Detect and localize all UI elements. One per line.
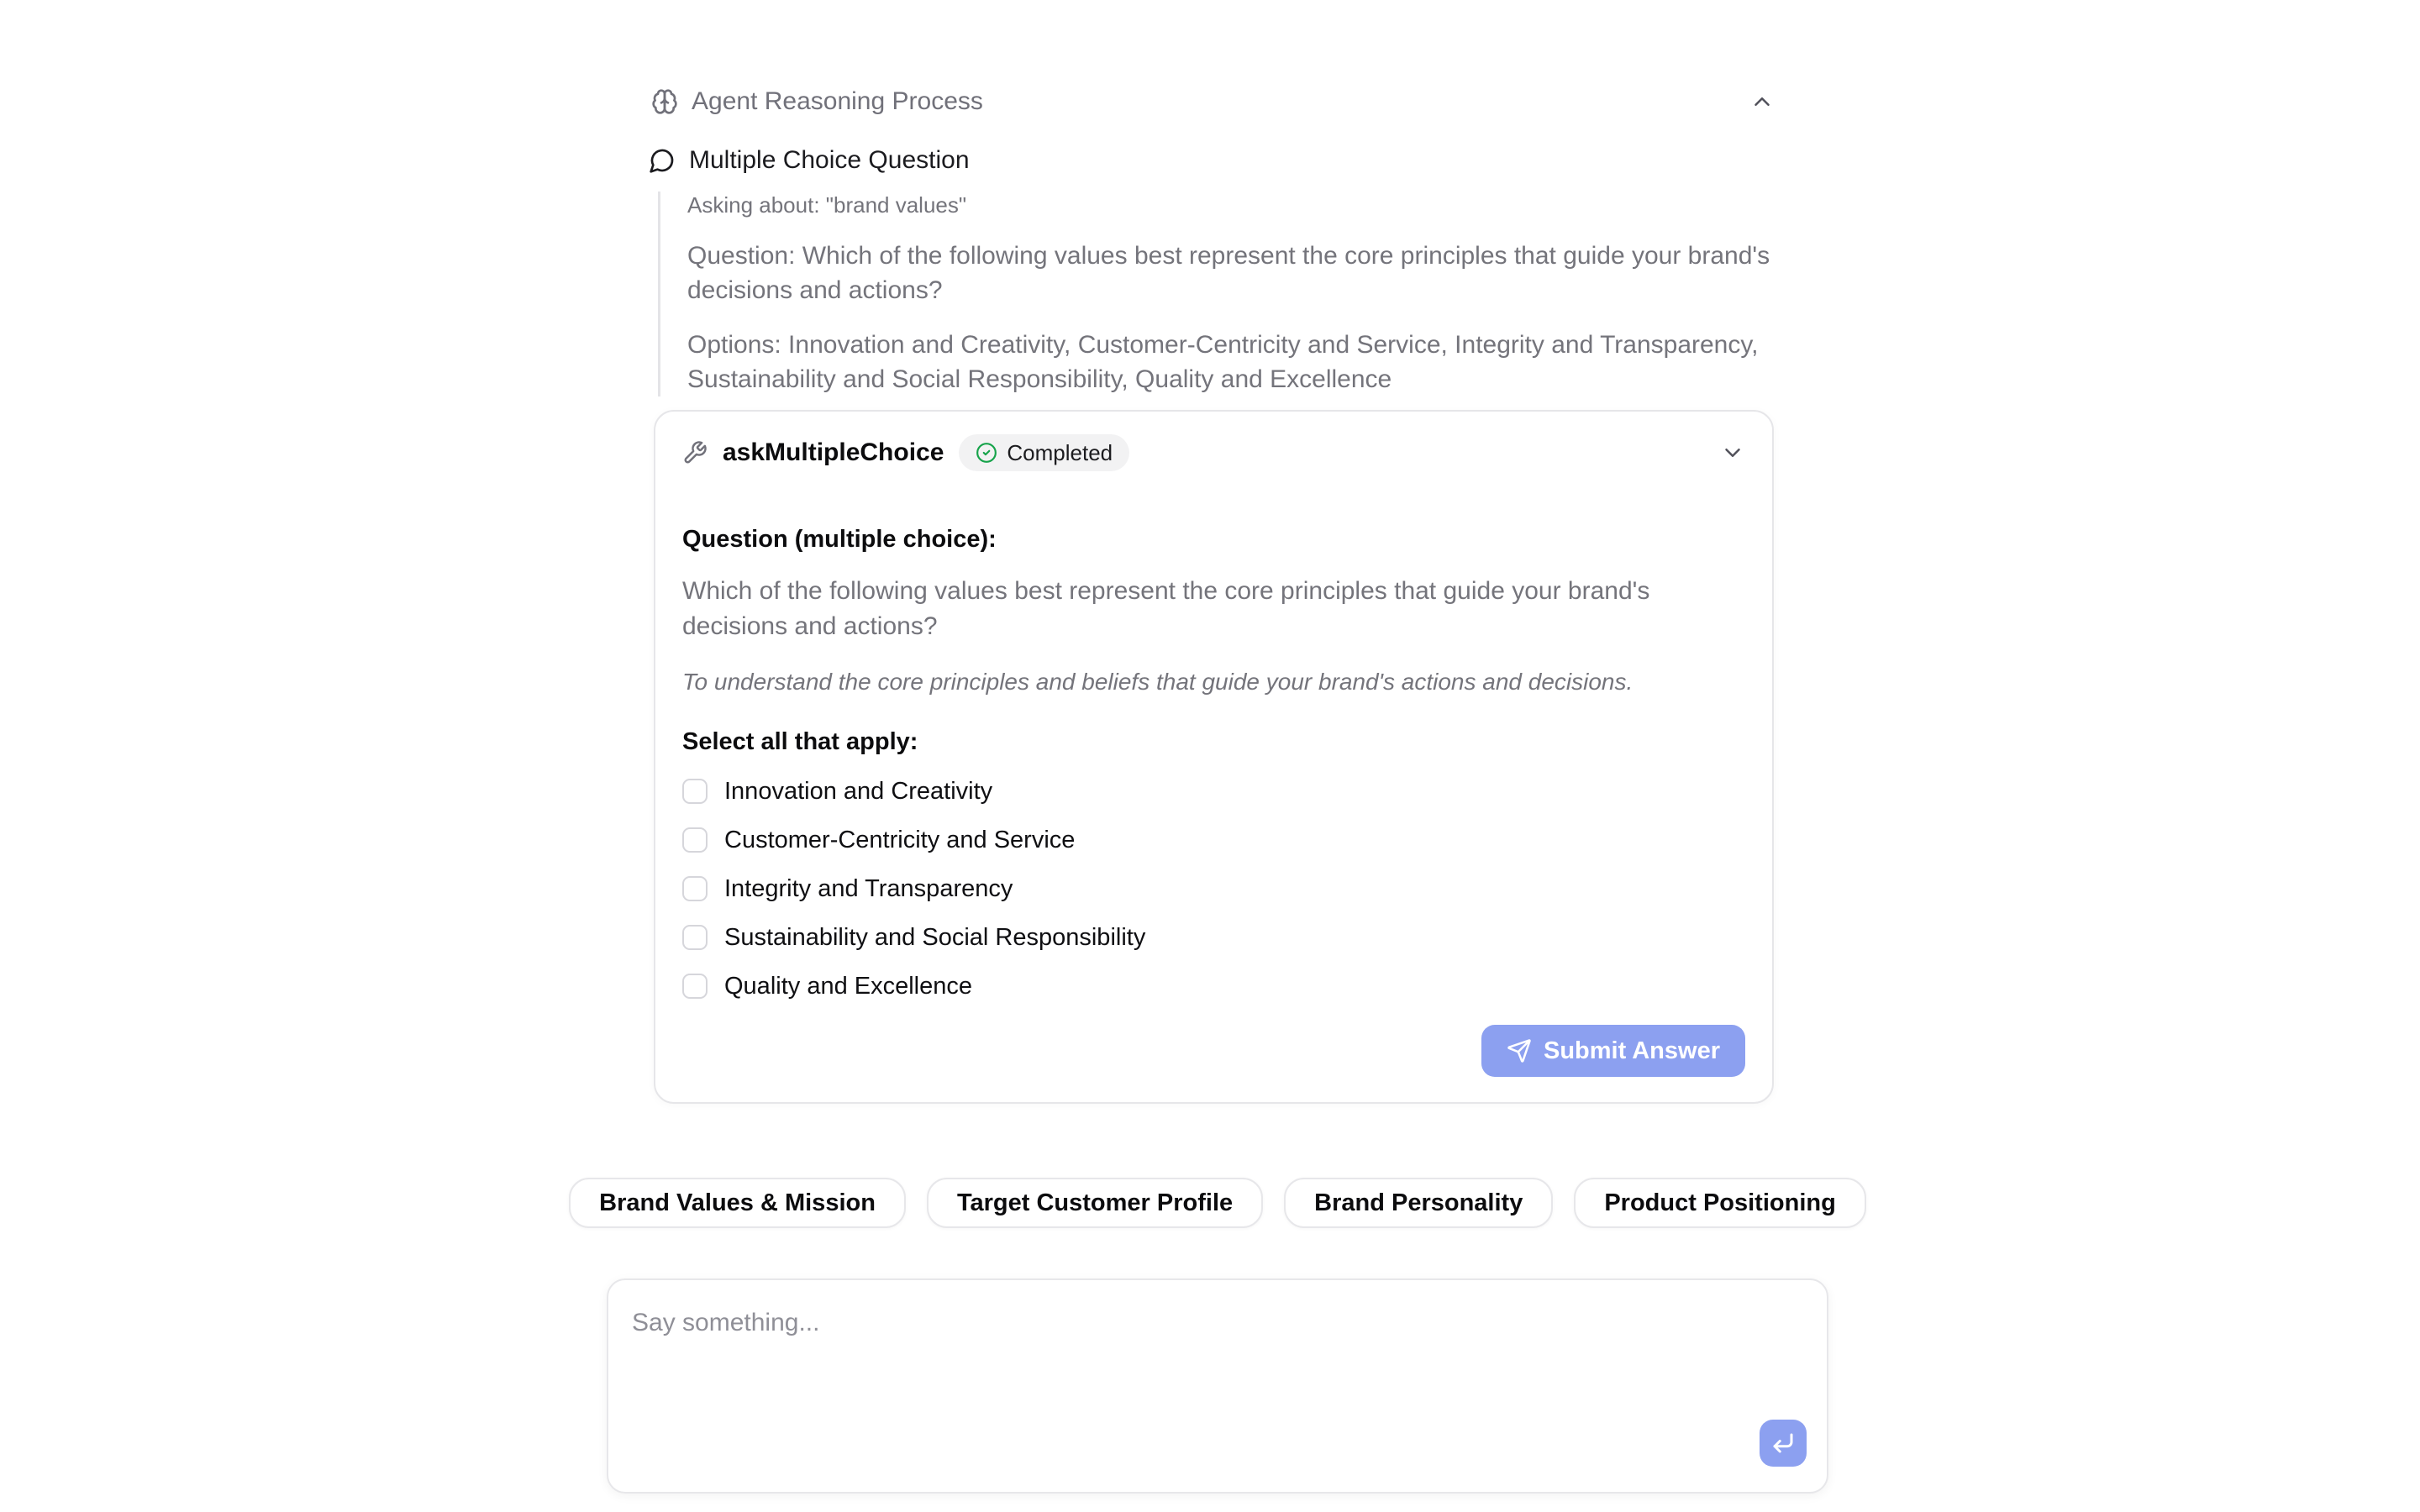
tool-card-header[interactable] xyxy=(682,433,1745,472)
option-checkbox[interactable] xyxy=(682,876,708,901)
option-label: Innovation and Creativity xyxy=(724,778,993,805)
status-badge xyxy=(959,434,1129,471)
chevron-up-icon[interactable] xyxy=(1749,89,1775,114)
option-checkbox[interactable] xyxy=(682,925,708,950)
select-all-label: Select all that apply: xyxy=(682,728,918,755)
choice-option[interactable] xyxy=(682,875,1745,902)
submit-row xyxy=(682,1025,1745,1077)
reasoning-question-text: Question: Which of the following values best represent the core principles that guide your brand's decisions and actions? xyxy=(687,242,1770,304)
tool-call-card xyxy=(654,410,1774,1104)
suggestion-chips xyxy=(599,1178,1836,1228)
options-list xyxy=(682,778,1745,1000)
suggestion-chip[interactable]: Brand Personality xyxy=(1284,1178,1553,1228)
send-icon xyxy=(1507,1038,1532,1063)
choice-option[interactable] xyxy=(682,827,1745,853)
reasoning-detail-block xyxy=(658,192,1795,396)
option-label: Integrity and Transparency xyxy=(724,875,1013,902)
brain-icon xyxy=(651,88,678,115)
option-checkbox[interactable] xyxy=(682,779,708,804)
suggestion-chip[interactable]: Brand Values & Mission xyxy=(569,1178,906,1228)
suggestion-chip[interactable]: Product Positioning xyxy=(1574,1178,1866,1228)
question-hint: To understand the core principles and beliefs that guide your brand's actions and decisions. xyxy=(682,669,1634,695)
submit-answer-button[interactable] xyxy=(1481,1025,1745,1077)
circle-check-icon xyxy=(976,442,997,464)
asking-about-text: Asking about: "brand values" xyxy=(687,192,967,218)
reasoning-options-text: Options: Innovation and Creativity, Customer-Centricity and Service, Integrity and Transparency, Sustainability and Social Responsibility, Quality and Excellence xyxy=(687,331,1759,393)
choice-option[interactable] xyxy=(682,778,1745,805)
message-input[interactable] xyxy=(608,1280,1827,1492)
send-button[interactable] xyxy=(1760,1420,1807,1467)
option-checkbox[interactable] xyxy=(682,827,708,853)
status-label: Completed xyxy=(1007,439,1113,465)
question-text: Which of the following values best represent the core principles that guide your brand's decisions and actions? xyxy=(682,577,1650,640)
step-title: Multiple Choice Question xyxy=(689,146,970,174)
question-type-label: Question (multiple choice): xyxy=(682,526,997,553)
composer xyxy=(607,1278,1828,1494)
reasoning-step-header xyxy=(649,146,970,175)
chat-column xyxy=(599,0,1836,1512)
choice-option[interactable] xyxy=(682,973,1745,1000)
suggestion-chip[interactable]: Target Customer Profile xyxy=(927,1178,1263,1228)
choice-option[interactable] xyxy=(682,924,1745,951)
reasoning-title: Agent Reasoning Process xyxy=(692,87,983,115)
option-label: Sustainability and Social Responsibility xyxy=(724,924,1146,951)
submit-answer-label: Submit Answer xyxy=(1543,1037,1720,1064)
wrench-icon xyxy=(682,440,708,465)
option-label: Customer-Centricity and Service xyxy=(724,827,1076,853)
agent-reasoning-header[interactable] xyxy=(651,87,1775,116)
option-checkbox[interactable] xyxy=(682,974,708,999)
corner-down-left-icon xyxy=(1770,1431,1796,1456)
tool-name: askMultipleChoice xyxy=(723,438,944,466)
option-label: Quality and Excellence xyxy=(724,973,972,1000)
message-circle-icon xyxy=(649,147,676,174)
chevron-down-icon[interactable] xyxy=(1720,440,1745,465)
